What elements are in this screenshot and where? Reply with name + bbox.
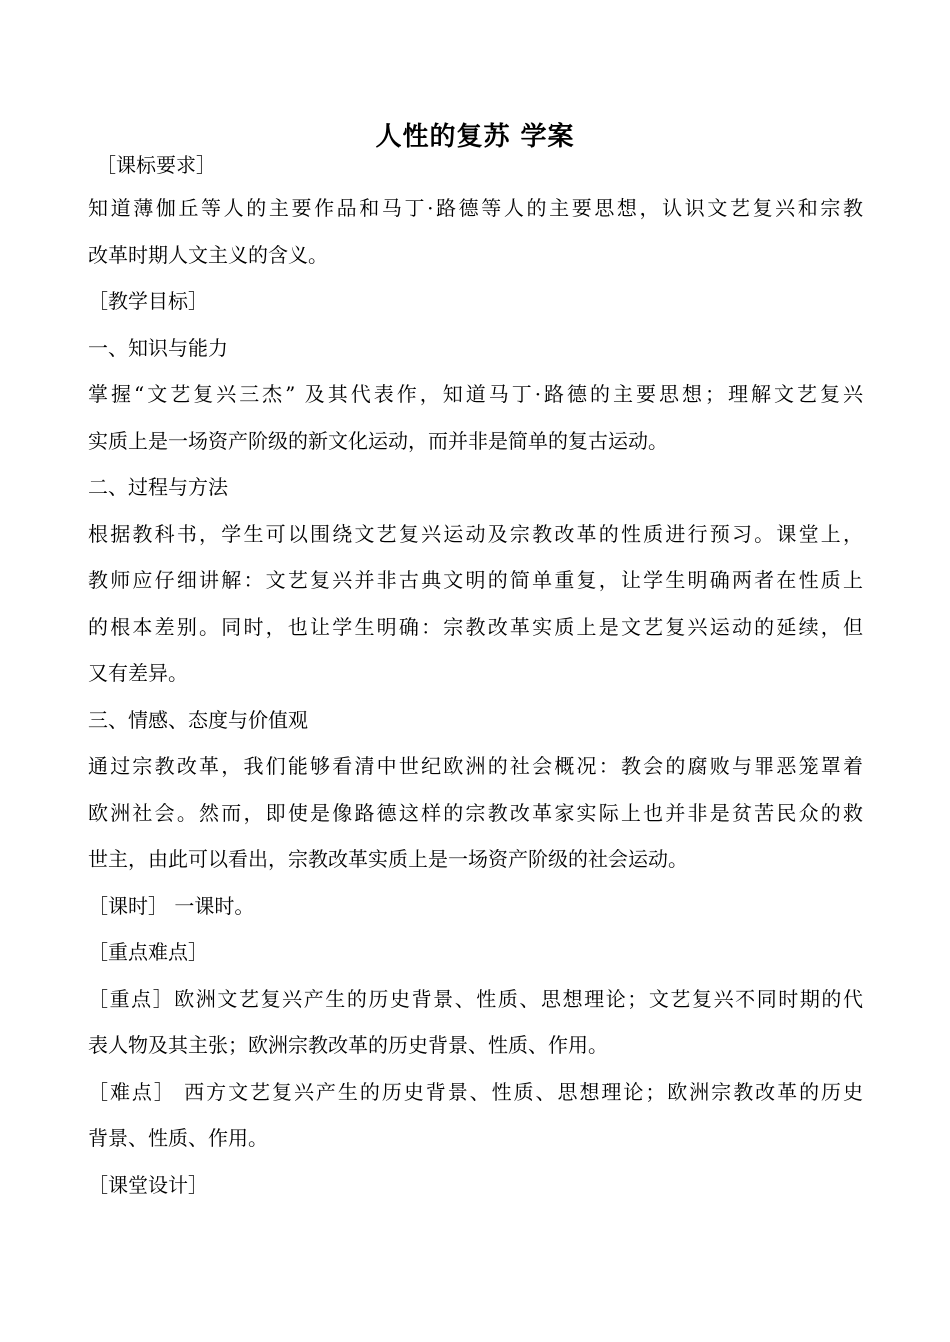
paragraph-line: 知道薄伽丘等人的主要作品和马丁·路德等人的主要思想，认识文艺复兴和宗教: [88, 196, 863, 220]
paragraph-line: 教师应仔细讲解：文艺复兴并非古典文明的简单重复，让学生明确两者在性质上: [88, 568, 863, 592]
paragraph-line: 又有差异。: [88, 661, 188, 685]
paragraph-line: 通过宗教改革，我们能够看清中世纪欧洲的社会概况：教会的腐败与罪恶笼罩着: [88, 754, 863, 778]
paragraph-line: 的根本差别。同时，也让学生明确：宗教改革实质上是文艺复兴运动的延续，但: [88, 614, 863, 639]
section-heading-curriculum: ［课标要求］: [96, 153, 216, 177]
section-heading-class-design: ［课堂设计］: [88, 1172, 208, 1197]
paragraph-line: ［重点］欧洲文艺复兴产生的历史背景、性质、思想理论；文艺复兴不同时期的代: [88, 986, 863, 1011]
paragraph-line: 根据教科书，学生可以围绕文艺复兴运动及宗教改革的性质进行预习。课堂上，: [88, 521, 863, 546]
subheading-process: 二、过程与方法: [88, 475, 228, 499]
paragraph-line: 背景、性质、作用。: [88, 1126, 268, 1150]
section-heading-objectives: ［教学目标］: [88, 289, 208, 313]
section-heading-class-hours: ［课时］ 一课时。: [88, 893, 255, 918]
paragraph-line: ［难点］ 西方文艺复兴产生的历史背景、性质、思想理论；欧洲宗教改革的历史: [88, 1079, 863, 1104]
paragraph-line: 世主，由此可以看出，宗教改革实质上是一场资产阶级的社会运动。: [88, 847, 688, 871]
document-body: [88, 145, 863, 1208]
paragraph-line: 改革时期人文主义的含义。: [88, 242, 328, 267]
page-title: 人性的复苏 学案: [375, 122, 575, 152]
subheading-values: 三、情感、态度与价值观: [88, 707, 308, 732]
section-heading-key-points: ［重点难点］: [88, 940, 208, 964]
paragraph-line: 掌握“文艺复兴三杰” 及其代表作，知道马丁·路德的主要思想；理解文艺复兴: [88, 382, 863, 406]
paragraph-line: 欧洲社会。然而，即使是像路德这样的宗教改革家实际上也并非是贫苦民众的救: [88, 800, 863, 825]
subheading-knowledge: 一、知识与能力: [88, 335, 228, 360]
paragraph-line: 实质上是一场资产阶级的新文化运动，而并非是简单的复古运动。: [88, 428, 668, 453]
paragraph-line: 表人物及其主张；欧洲宗教改革的历史背景、性质、作用。: [88, 1033, 608, 1057]
